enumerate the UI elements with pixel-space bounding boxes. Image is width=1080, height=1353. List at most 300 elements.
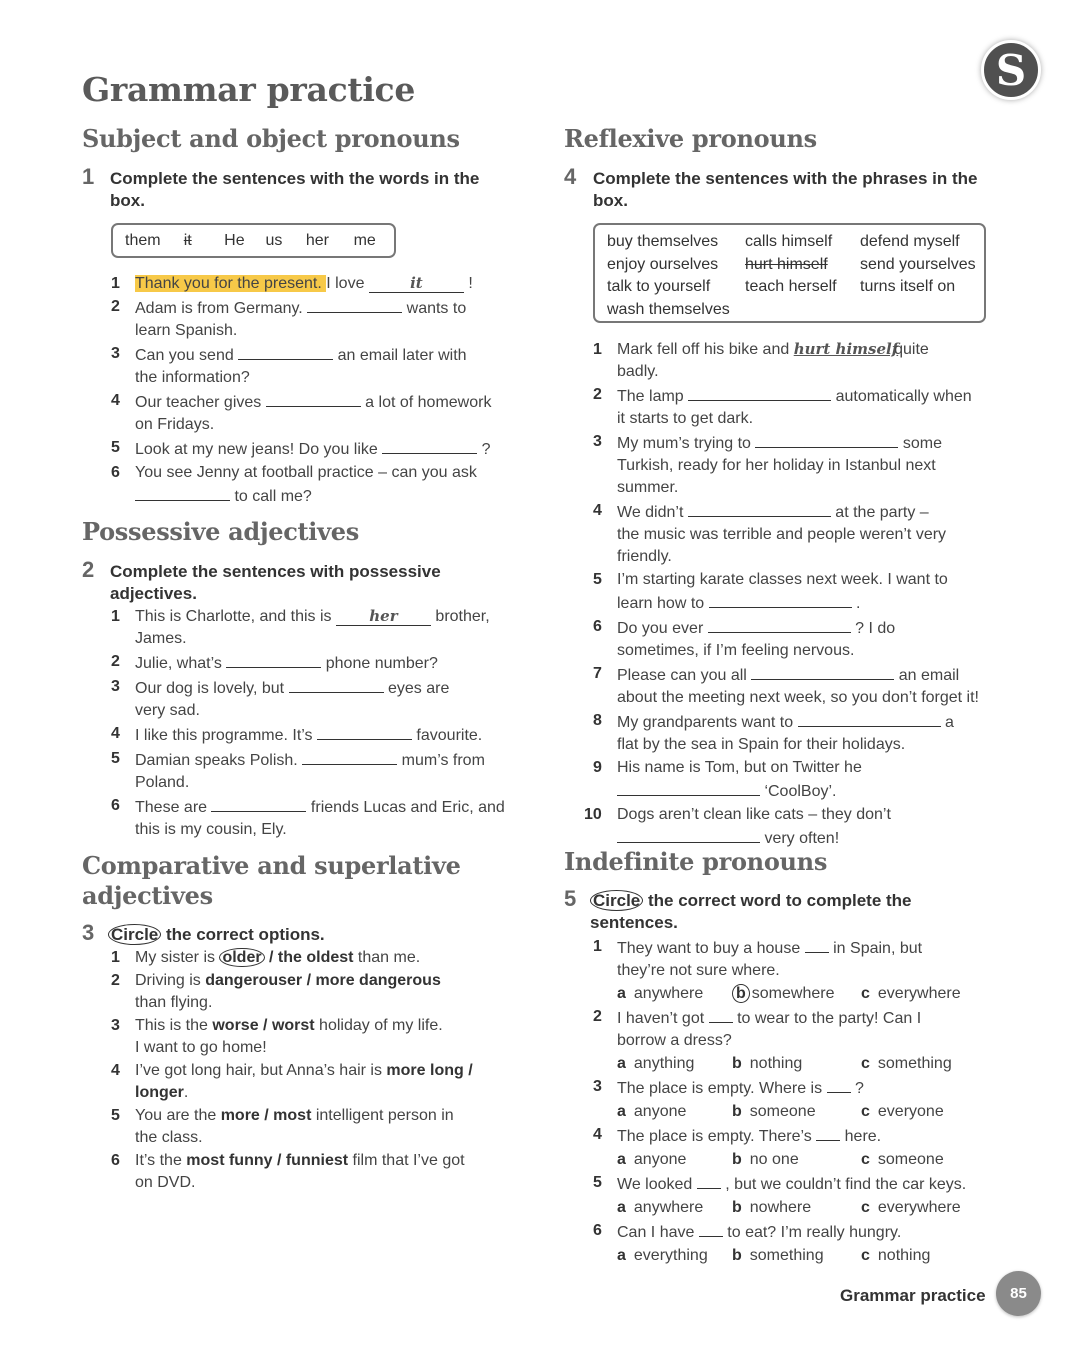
answer-blank[interactable] xyxy=(617,779,760,796)
item-line xyxy=(617,757,1033,779)
answer-option-b[interactable] xyxy=(732,1196,861,1219)
item-line xyxy=(617,640,1033,662)
answer-blank[interactable] xyxy=(382,437,477,454)
item-line xyxy=(617,804,1033,826)
item-text: some xyxy=(898,435,942,452)
item-text: Julie, what’s xyxy=(135,655,227,672)
section-heading-subject-object: Subject and object pronouns xyxy=(82,124,460,153)
option-letter: c xyxy=(861,1103,870,1120)
option-word: nothing xyxy=(749,1055,803,1072)
exercise-number: 3 xyxy=(82,920,95,945)
answer-blank[interactable] xyxy=(317,723,412,740)
item-text: My mum’s trying to xyxy=(617,435,756,452)
answer-option-b[interactable] xyxy=(732,1244,861,1267)
exercise-1-items xyxy=(111,273,531,509)
answer-blank[interactable] xyxy=(211,795,306,812)
item-text: I haven’t got xyxy=(617,1010,709,1027)
box-word: her xyxy=(305,231,329,249)
item-text: brother, xyxy=(430,608,490,625)
answer-option-a[interactable] xyxy=(617,1100,732,1123)
item-text: sometimes, if I’m feeling nervous. xyxy=(617,642,855,659)
option-letter: c xyxy=(861,1151,870,1168)
item-text: Can you send xyxy=(135,347,239,364)
item-line xyxy=(617,339,1033,361)
item-line xyxy=(135,628,531,650)
list-item xyxy=(111,273,531,295)
item-text: an email later with xyxy=(333,347,467,364)
item-text: eyes are xyxy=(383,680,450,697)
answer-blank[interactable] xyxy=(697,1172,721,1189)
item-text: . xyxy=(851,595,861,612)
answer-blank[interactable] xyxy=(699,1220,723,1237)
item-text: You see Jenny at football practice – can you ask xyxy=(135,464,477,481)
exercise-number: 4 xyxy=(564,164,577,189)
item-line xyxy=(135,1015,531,1037)
item-text: a xyxy=(940,714,954,731)
heading-line: Comparative and superlative xyxy=(82,851,461,880)
option-word: somewhere xyxy=(751,985,835,1002)
item-text: favourite. xyxy=(411,727,483,744)
option-word: nowhere xyxy=(749,1199,812,1216)
list-item xyxy=(593,936,1033,1005)
item-text: The place is empty. There’s xyxy=(617,1128,817,1145)
answer-blank[interactable] xyxy=(238,343,333,360)
answer-blank[interactable] xyxy=(816,1124,840,1141)
item-text: badly. xyxy=(617,363,659,380)
instruction-text: the correct options. xyxy=(161,925,325,944)
item-line xyxy=(617,960,1033,982)
item-text: Our dog is lovely, but xyxy=(135,680,289,697)
item-line xyxy=(135,795,531,819)
item-text: You are the xyxy=(135,1107,221,1124)
item-line xyxy=(135,367,531,389)
list-item xyxy=(593,1172,1033,1219)
option-word: everywhere xyxy=(877,985,961,1002)
item-line xyxy=(135,1060,531,1082)
answer-blank[interactable] xyxy=(708,616,851,633)
item-text: Poland. xyxy=(135,774,190,791)
item-number: 4 xyxy=(593,502,602,519)
item-text: film that I’ve got xyxy=(348,1152,465,1169)
list-item xyxy=(111,296,531,342)
footer-label: Grammar practice xyxy=(840,1286,986,1305)
option-text: longer xyxy=(135,1084,184,1101)
exercise-5-items xyxy=(593,936,1033,1268)
item-number: 5 xyxy=(593,571,602,588)
list-item xyxy=(111,676,531,722)
item-text: the music was terrible and people weren’t very xyxy=(617,526,947,543)
item-number: 2 xyxy=(593,386,602,403)
option-word: someone xyxy=(877,1151,944,1168)
box-word: us xyxy=(265,231,283,249)
word-box xyxy=(111,223,396,258)
grammar-logo-icon: S xyxy=(981,40,1041,100)
answer-options xyxy=(617,1148,1033,1171)
answer-options xyxy=(617,1244,1033,1267)
item-number: 1 xyxy=(111,608,120,625)
option-letter: a xyxy=(617,1247,626,1264)
item-text: this is my cousin, Ely. xyxy=(135,821,287,838)
box-phrase: teach herself xyxy=(745,278,837,295)
answer-blank[interactable] xyxy=(805,936,829,953)
item-text: at the party – xyxy=(830,504,929,521)
item-text: ‘CoolBoy’. xyxy=(760,783,837,800)
item-line xyxy=(617,569,1033,591)
item-number: 1 xyxy=(593,938,602,955)
item-line xyxy=(617,477,1033,499)
item-line xyxy=(135,343,531,367)
box-phrase: buy themselves xyxy=(607,233,719,250)
item-text: in Spain, but xyxy=(828,940,923,957)
item-number: 5 xyxy=(593,1174,602,1191)
item-line xyxy=(135,484,531,508)
item-number: 6 xyxy=(593,1222,602,1239)
answer-blank[interactable] xyxy=(827,1076,851,1093)
heading-line: adjectives xyxy=(82,881,213,910)
item-line xyxy=(617,431,1033,455)
item-text: James. xyxy=(135,630,187,647)
answer-option-a[interactable] xyxy=(617,982,732,1005)
option-text: / the oldest xyxy=(264,949,354,966)
answer-options xyxy=(617,982,1033,1005)
item-number: 3 xyxy=(593,433,602,450)
item-text: We looked xyxy=(617,1176,697,1193)
item-text: friendly. xyxy=(617,548,672,565)
option-letter: b xyxy=(732,1103,742,1120)
item-text: Can I have xyxy=(617,1224,699,1241)
answer-option-c[interactable] xyxy=(861,1052,976,1075)
item-number: 2 xyxy=(111,653,120,670)
answer-blank[interactable] xyxy=(302,748,397,765)
item-number: 9 xyxy=(593,759,602,776)
list-item xyxy=(593,663,1033,709)
item-number: 6 xyxy=(111,464,120,481)
option-word: everyone xyxy=(877,1103,944,1120)
box-phrase: send yourselves xyxy=(860,255,976,273)
item-text: they’re not sure where. xyxy=(617,962,780,979)
item-line xyxy=(135,296,531,320)
item-number: 1 xyxy=(111,275,120,292)
item-text: Please can you all xyxy=(617,667,752,684)
section-heading-comparative xyxy=(82,851,461,911)
exercise-instruction xyxy=(590,890,950,934)
item-line xyxy=(135,819,531,841)
box-phrase: turns itself on xyxy=(860,278,956,295)
option-letter: b xyxy=(732,984,750,1003)
exercise-instruction: Complete the sentences with possessive adjectives. xyxy=(110,562,441,603)
item-number: 5 xyxy=(111,750,120,767)
item-line xyxy=(135,723,531,747)
item-line xyxy=(617,663,1033,687)
answer-blank[interactable] xyxy=(135,484,230,501)
box-phrase: wash themselves xyxy=(607,300,730,318)
item-line xyxy=(135,748,531,772)
item-line xyxy=(135,1150,531,1172)
list-item xyxy=(111,970,531,1014)
answer-option-c[interactable] xyxy=(861,1244,976,1267)
item-number: 3 xyxy=(111,1017,120,1034)
item-line xyxy=(135,700,531,722)
item-text: learn Spanish. xyxy=(135,322,238,339)
list-item xyxy=(593,569,1033,615)
page-number: 85 xyxy=(996,1271,1041,1316)
item-text: Look at my new jeans! Do you like xyxy=(135,441,383,458)
item-text: I’ve got long hair, but Anna’s hair is xyxy=(135,1062,387,1079)
item-text: automatically when xyxy=(831,388,972,405)
list-item xyxy=(593,757,1033,803)
item-line xyxy=(617,734,1033,756)
answer-blank[interactable] xyxy=(709,591,852,608)
item-line xyxy=(617,779,1033,803)
box-word: them xyxy=(125,231,161,249)
item-line xyxy=(617,546,1033,568)
exercise-4-items xyxy=(584,339,1033,851)
answer-option-a[interactable] xyxy=(617,1148,732,1171)
item-line xyxy=(617,616,1033,640)
box-phrase: talk to yourself xyxy=(607,278,711,295)
item-text: It’s the xyxy=(135,1152,187,1169)
answer-blank[interactable] xyxy=(289,676,384,693)
answer-blank[interactable] xyxy=(751,663,894,680)
option-letter: a xyxy=(617,1055,626,1072)
list-item xyxy=(593,710,1033,756)
answer-blank[interactable] xyxy=(755,431,898,448)
option-word: no one xyxy=(749,1151,799,1168)
item-text: . xyxy=(183,1084,189,1101)
item-line xyxy=(617,591,1033,615)
answer-blank[interactable] xyxy=(688,500,831,517)
option-text: worse / worst xyxy=(212,1017,315,1034)
list-item xyxy=(584,804,1033,850)
answer-option-c[interactable] xyxy=(861,1100,976,1123)
option-word: anywhere xyxy=(633,985,704,1002)
list-item xyxy=(593,384,1033,430)
answer-blank[interactable] xyxy=(617,826,760,843)
item-text: ? xyxy=(477,441,491,458)
answer-option-a[interactable] xyxy=(617,1196,732,1219)
item-text: the information? xyxy=(135,369,250,386)
item-number: 1 xyxy=(593,341,602,358)
item-text: ? I do xyxy=(850,620,896,637)
item-line xyxy=(135,1172,531,1194)
item-text: His name is Tom, but on Twitter he xyxy=(617,759,862,776)
item-number: 2 xyxy=(593,1008,602,1025)
item-line xyxy=(135,390,531,414)
list-item xyxy=(111,462,531,508)
list-item xyxy=(111,390,531,436)
item-line xyxy=(135,273,531,295)
item-text: a lot of homework xyxy=(360,394,492,411)
exercise-number: 2 xyxy=(82,557,95,582)
item-text: Mark fell off his bike and xyxy=(617,341,794,358)
item-number: 6 xyxy=(111,797,120,814)
item-text: The lamp xyxy=(617,388,689,405)
answer-option-a[interactable] xyxy=(617,1244,732,1267)
item-line xyxy=(135,1127,531,1149)
answer-blank[interactable] xyxy=(688,384,831,401)
item-text: intelligent person in xyxy=(311,1107,454,1124)
answer-blank[interactable] xyxy=(307,296,402,313)
answer-blank[interactable]: her xyxy=(336,609,431,626)
item-text: phone number? xyxy=(321,655,438,672)
item-line xyxy=(617,384,1033,408)
answer-blank[interactable] xyxy=(798,710,941,727)
item-number: 8 xyxy=(593,712,602,729)
page-title: Grammar practice xyxy=(82,70,416,109)
item-line xyxy=(617,1030,1033,1052)
answer-option-b[interactable] xyxy=(732,1052,861,1075)
item-text: quite xyxy=(889,341,929,358)
item-line xyxy=(135,1037,531,1059)
item-number: 2 xyxy=(111,298,120,315)
item-line xyxy=(135,676,531,700)
item-text: borrow a dress? xyxy=(617,1032,732,1049)
list-item xyxy=(593,1124,1033,1171)
item-number: 4 xyxy=(111,1062,120,1079)
exercise-number: 1 xyxy=(82,164,95,189)
option-word: something xyxy=(749,1247,824,1264)
item-text: mum’s from xyxy=(397,752,485,769)
item-text: wants to xyxy=(402,300,467,317)
instruction-text: the correct word to complete the sentences. xyxy=(590,891,912,932)
answer-option-b[interactable] xyxy=(732,1148,861,1171)
item-text: to call me? xyxy=(230,488,312,505)
answer-option-b[interactable] xyxy=(732,982,861,1005)
item-text: The place is empty. Where is xyxy=(617,1080,827,1097)
list-item xyxy=(111,343,531,389)
list-item xyxy=(111,651,531,675)
option-letter: c xyxy=(861,985,870,1002)
option-word: something xyxy=(877,1055,952,1072)
answer-blank[interactable] xyxy=(266,390,361,407)
item-number: 1 xyxy=(111,949,120,966)
item-text: flat by the sea in Spain for their holidays. xyxy=(617,736,906,753)
item-line xyxy=(135,437,531,461)
item-number: 7 xyxy=(593,665,602,682)
item-text: We didn’t xyxy=(617,504,688,521)
item-line xyxy=(135,1105,531,1127)
list-item xyxy=(111,1105,531,1149)
highlighted-text: Thank you for the present. xyxy=(135,275,327,292)
option-word: anyone xyxy=(633,1103,687,1120)
list-item xyxy=(111,1015,531,1059)
option-letter: c xyxy=(861,1199,870,1216)
item-text: Our teacher gives xyxy=(135,394,266,411)
item-text: to eat? I’m really hungry. xyxy=(722,1224,902,1241)
option-letter: b xyxy=(732,1151,742,1168)
option-letter: c xyxy=(861,1247,870,1264)
circled-word: Circle xyxy=(590,890,643,911)
exercise-instruction xyxy=(108,924,508,946)
item-text: Damian speaks Polish. xyxy=(135,752,303,769)
answer-blank[interactable]: it xyxy=(369,276,464,293)
option-word: everything xyxy=(633,1247,708,1264)
exercise-number: 5 xyxy=(564,886,577,911)
item-line xyxy=(617,1220,1033,1244)
item-text: ! xyxy=(463,275,473,292)
item-text: holiday of my life. xyxy=(314,1017,443,1034)
list-item xyxy=(111,437,531,461)
answer-option-c[interactable] xyxy=(861,1148,976,1171)
answer-option-b[interactable] xyxy=(732,1100,861,1123)
item-text: summer. xyxy=(617,479,679,496)
item-text: Dogs aren’t clean like cats – they don’t xyxy=(617,806,891,823)
item-line xyxy=(617,1076,1033,1100)
item-line xyxy=(617,361,1033,383)
item-text: I like this programme. It’s xyxy=(135,727,317,744)
item-text: friends Lucas and Eric, and xyxy=(306,799,505,816)
answer-options xyxy=(617,1196,1033,1219)
option-text: more / most xyxy=(220,1107,312,1124)
option-word: someone xyxy=(749,1103,816,1120)
item-text: These are xyxy=(135,799,212,816)
answer-options xyxy=(617,1100,1033,1123)
list-item xyxy=(111,723,531,747)
list-item xyxy=(111,606,531,650)
section-heading-possessive: Possessive adjectives xyxy=(82,517,359,546)
box-word: He xyxy=(224,231,245,249)
item-text: Adam is from Germany. xyxy=(135,300,308,317)
item-line xyxy=(135,970,531,992)
list-item xyxy=(593,339,1033,383)
item-text: very often! xyxy=(760,830,840,847)
option-word: anywhere xyxy=(633,1199,704,1216)
item-text: My sister is xyxy=(135,949,220,966)
answer-blank[interactable] xyxy=(709,1006,733,1023)
answer-option-c[interactable] xyxy=(861,982,976,1005)
list-item xyxy=(593,500,1033,568)
box-phrase: enjoy ourselves xyxy=(607,255,719,273)
answer-blank[interactable] xyxy=(226,651,321,668)
item-text: Turkish, ready for her holiday in Istanbul next xyxy=(617,457,936,474)
answer-option-c[interactable] xyxy=(861,1196,976,1219)
item-text: Driving is xyxy=(135,972,206,989)
item-text: I want to go home! xyxy=(135,1039,267,1056)
option-letter: a xyxy=(617,1103,626,1120)
box-phrase: defend myself xyxy=(860,233,960,250)
item-line xyxy=(617,687,1033,709)
list-item xyxy=(111,1150,531,1194)
box-word: it xyxy=(183,231,192,249)
item-text: I’m starting karate classes next week. I want to xyxy=(617,571,948,588)
item-text: My grandparents want to xyxy=(617,714,798,731)
item-line xyxy=(135,651,531,675)
item-text: than flying. xyxy=(135,994,213,1011)
item-line xyxy=(617,710,1033,734)
item-text: about the meeting next week, so you don’t forget it! xyxy=(617,689,979,706)
item-line xyxy=(617,524,1033,546)
answer-option-a[interactable] xyxy=(617,1052,732,1075)
item-number: 4 xyxy=(111,725,120,742)
item-text: learn how to xyxy=(617,595,709,612)
item-text: , but we couldn’t find the car keys. xyxy=(720,1176,967,1193)
item-number: 3 xyxy=(593,1078,602,1095)
option-word: anything xyxy=(633,1055,695,1072)
item-number: 3 xyxy=(111,345,120,362)
answer-blank[interactable]: hurt himself xyxy=(793,340,899,358)
item-text: than me. xyxy=(353,949,421,966)
item-text: I love xyxy=(326,275,369,292)
list-item xyxy=(593,431,1033,499)
item-line xyxy=(617,1124,1033,1148)
option-word: anyone xyxy=(633,1151,687,1168)
item-line xyxy=(135,992,531,1014)
item-number: 3 xyxy=(111,678,120,695)
item-number: 5 xyxy=(111,1107,120,1124)
item-line xyxy=(617,500,1033,524)
item-number: 4 xyxy=(111,392,120,409)
circled-word: Circle xyxy=(108,924,161,945)
